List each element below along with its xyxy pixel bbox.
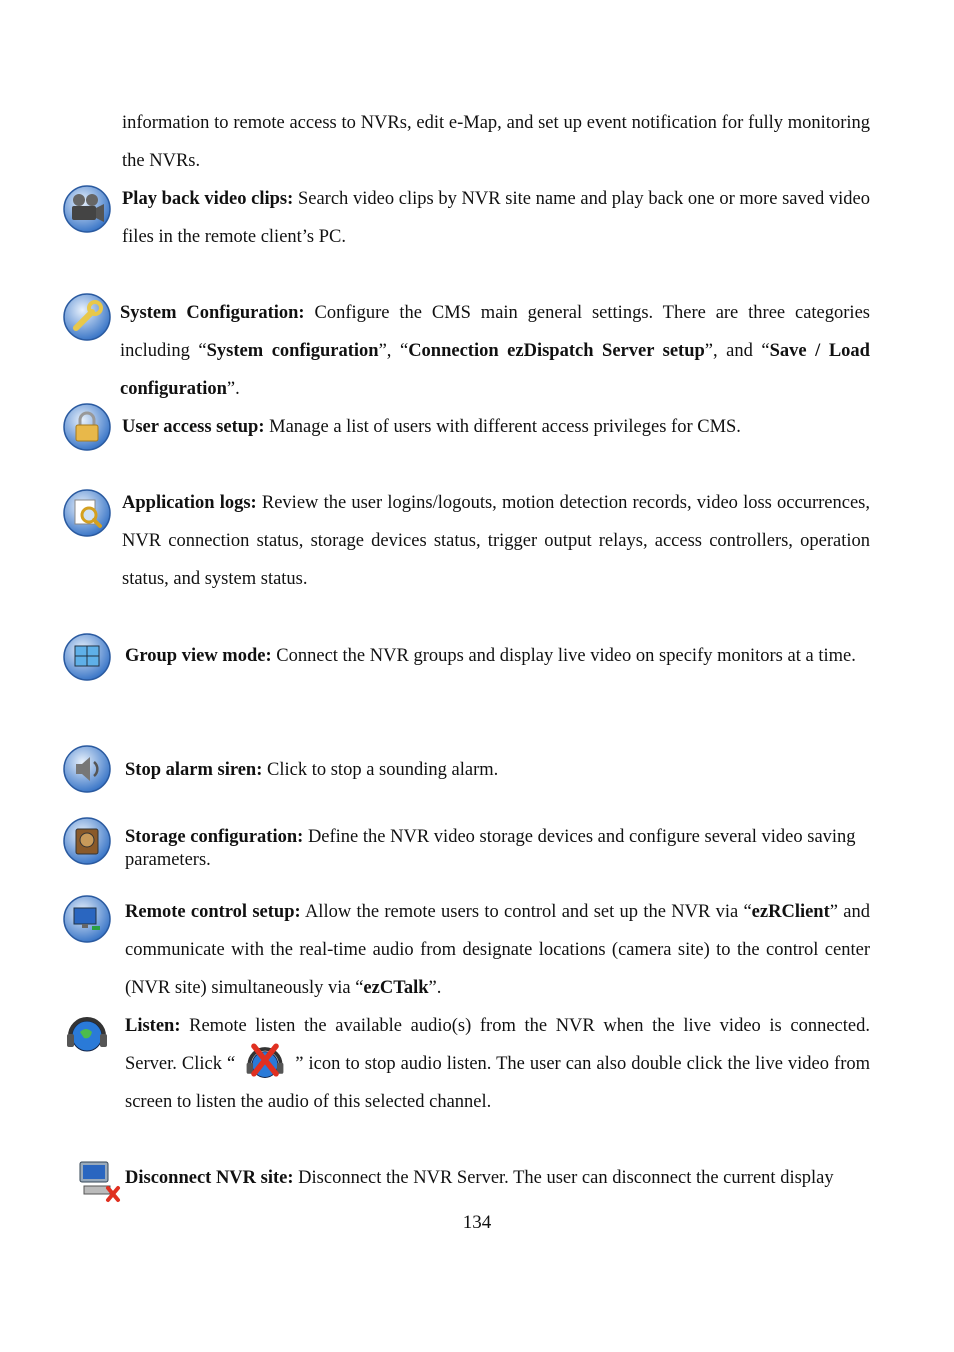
remote-bold-1: ezRClient (751, 902, 830, 922)
groupview-title: Group view mode: (125, 646, 272, 666)
applogs-paragraph (122, 484, 870, 598)
sysconfig-bold-3: Save / Load configuration (120, 341, 870, 399)
magnifier-icon[interactable] (62, 488, 112, 538)
sysconfig-text-3: ”, and “ (704, 341, 770, 361)
remote-control-icon[interactable] (62, 894, 112, 944)
disconnect-computer-icon[interactable] (74, 1156, 124, 1206)
listen-text-1: Remote listen the available audio(s) from the NVR when the live video is connected. Server. Click “ (125, 1016, 870, 1074)
remote-text-2: ” and communicate with the real-time audio from designate locations (camera site) to the control center (NVR site) simultaneously via “ (125, 902, 870, 998)
sysconfig-bold-1: System configuration (206, 341, 379, 361)
sysconfig-bold-2: Connection ezDispatch Server setup (408, 341, 705, 361)
stop-listen-icon[interactable] (242, 1037, 288, 1083)
padlock-icon[interactable] (62, 402, 112, 452)
applogs-text: Review the user logins/logouts, motion detection records, video loss occurrences, NVR connection status, storage devices status, trigger output relays, access controllers, operation status, and system status. (122, 493, 870, 589)
film-reel-icon[interactable] (62, 184, 112, 234)
page-number: 134 (462, 1212, 492, 1233)
remote-text-1: Allow the remote users to control and set up the NVR via “ (300, 902, 752, 922)
intro-paragraph (122, 104, 870, 180)
remote-paragraph (125, 893, 870, 1007)
intro-text: information to remote access to NVRs, edit e-Map, and set up event notification for fully monitoring the NVRs. (122, 113, 870, 171)
groupview-paragraph (125, 637, 870, 675)
playback-title: Play back video clips: (122, 189, 294, 209)
stopalarm-paragraph (125, 751, 870, 789)
sysconfig-text-1: Configure the CMS main general settings. There are three categories including “ (120, 303, 870, 361)
wrench-icon[interactable] (62, 292, 112, 342)
headphones-globe-icon[interactable] (62, 1008, 112, 1058)
remote-title: Remote control setup: (125, 902, 301, 922)
groupview-text: Connect the NVR groups and display live video on specify monitors at a time. (271, 646, 856, 666)
playback-paragraph (122, 180, 870, 256)
disconnect-text: Disconnect the NVR Server. The user can disconnect the current display (293, 1168, 834, 1188)
playback-text: Search video clips by NVR site name and play back one or more saved video files in the remote client’s PC. (122, 189, 870, 247)
useraccess-text: Manage a list of users with different access privileges for CMS. (264, 417, 741, 437)
listen-title: Listen: (125, 1016, 181, 1036)
sysconfig-title: System Configuration: (120, 303, 305, 323)
storage-title: Storage configuration: (125, 827, 304, 847)
storage-paragraph (125, 826, 870, 872)
applogs-title: Application logs: (122, 493, 257, 513)
storage-text: Define the NVR video storage devices and configure several video saving parameters. (125, 827, 856, 870)
sysconfig-text-4: ”. (226, 379, 240, 399)
disconnect-title: Disconnect NVR site: (125, 1168, 294, 1188)
speaker-icon[interactable] (62, 744, 112, 794)
sysconfig-text-2: ”, “ (378, 341, 409, 361)
group-view-icon[interactable] (62, 632, 112, 682)
remote-bold-2: ezCTalk (363, 978, 429, 998)
listen-paragraph (125, 1007, 870, 1121)
remote-text-3: ”. (428, 978, 442, 998)
listen-text-2: ” icon to stop audio listen. The user can also double click the live video from screen to listen the audio of this selected channel. (125, 1054, 870, 1112)
stopalarm-title: Stop alarm siren: (125, 760, 263, 780)
useraccess-paragraph (122, 408, 870, 446)
hard-disk-icon[interactable] (62, 816, 112, 866)
stopalarm-text: Click to stop a sounding alarm. (262, 760, 499, 780)
disconnect-paragraph (125, 1159, 870, 1197)
sysconfig-paragraph (120, 294, 870, 408)
useraccess-title: User access setup: (122, 417, 265, 437)
